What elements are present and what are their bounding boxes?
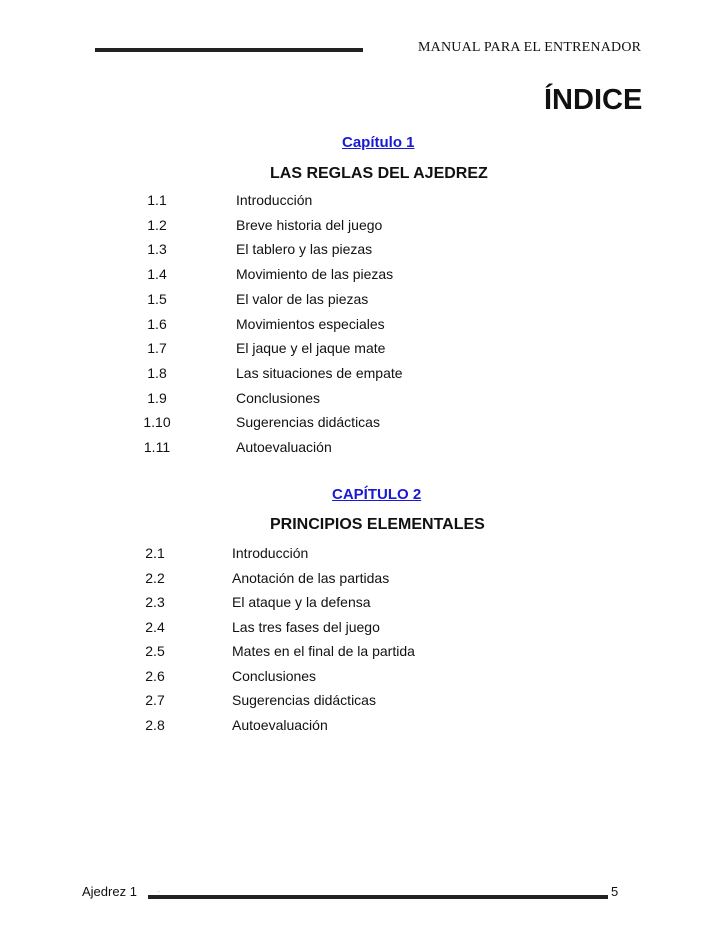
toc-entry-text: Anotación de las partidas [232, 569, 390, 586]
toc-entry-text: Autoevaluación [236, 439, 332, 455]
toc-entry-number: 2.4 [145, 618, 165, 635]
toc-entry-text: El ataque y la defensa [232, 594, 371, 610]
toc-entry-number: 2.7 [145, 692, 165, 708]
toc-entry-text: El valor de las piezas [236, 290, 369, 307]
toc-entry-number: 1.5 [147, 290, 167, 307]
chapter2-label[interactable]: CAPÍTULO 2 [332, 486, 422, 503]
toc-entry-text: El jaque y el jaque mate [236, 340, 386, 357]
toc-entry-number: 2.6 [145, 667, 165, 684]
toc-entry-number: 2.8 [145, 716, 165, 733]
toc-entry-text: Breve historia del juego [236, 216, 383, 233]
toc-entry-number: 1.9 [147, 389, 167, 406]
running-header: MANUAL PARA EL ENTRENADOR [418, 40, 642, 55]
chapter1-title: LAS REGLAS DEL AJEDREZ [270, 165, 488, 182]
toc-entry-number: 1.6 [147, 315, 167, 332]
toc-entry-number: 1.3 [147, 241, 167, 258]
index-title: ÍNDICE [544, 84, 643, 116]
page-number: 5 [611, 884, 619, 899]
toc-entry-number: 2.5 [145, 643, 165, 659]
toc-entry-text: Sugerencias didácticas [236, 414, 380, 431]
toc-entry-text: Las situaciones de empate [236, 364, 403, 381]
toc-entry-text: Las tres fases del juego [232, 618, 380, 635]
toc-entry-number: 1.11 [143, 439, 171, 455]
footer-mark: . [158, 887, 160, 894]
toc-entry-number: 1.7 [147, 340, 167, 357]
toc-entry-text: Autoevaluación [232, 716, 328, 733]
toc-entry-number: 1.1 [147, 192, 167, 208]
toc-entry-number: 1.2 [147, 216, 167, 233]
toc-entry-text: Conclusiones [232, 667, 317, 684]
toc-entry-number: 1.10 [143, 414, 171, 431]
toc-entry-text: Movimiento de las piezas [236, 266, 394, 283]
toc-entry-text: Introducción [236, 192, 313, 208]
chapter2-title: PRINCIPIOS ELEMENTALES [270, 516, 485, 533]
header-rule [95, 48, 363, 52]
toc-entry-number: 1.8 [147, 364, 167, 381]
toc-entry-text: Movimientos especiales [236, 315, 385, 332]
toc-entry-number: 2.2 [145, 569, 165, 586]
footer-rule [148, 895, 608, 899]
footer-book-title: Ajedrez 1 [82, 884, 137, 899]
toc-entry-number: 2.1 [145, 545, 165, 561]
chapter1-label[interactable]: Capítulo 1 [342, 134, 415, 151]
toc-entry-text: Mates en el final de la partida [232, 643, 415, 659]
toc-entry-text: Conclusiones [236, 389, 321, 406]
toc-entry-text: Sugerencias didácticas [232, 692, 376, 708]
toc-entry-text: Introducción [232, 545, 309, 561]
toc-entry-number: 2.3 [145, 594, 165, 610]
toc-entry-number: 1.4 [147, 266, 167, 283]
toc-entry-text: El tablero y las piezas [236, 241, 373, 258]
